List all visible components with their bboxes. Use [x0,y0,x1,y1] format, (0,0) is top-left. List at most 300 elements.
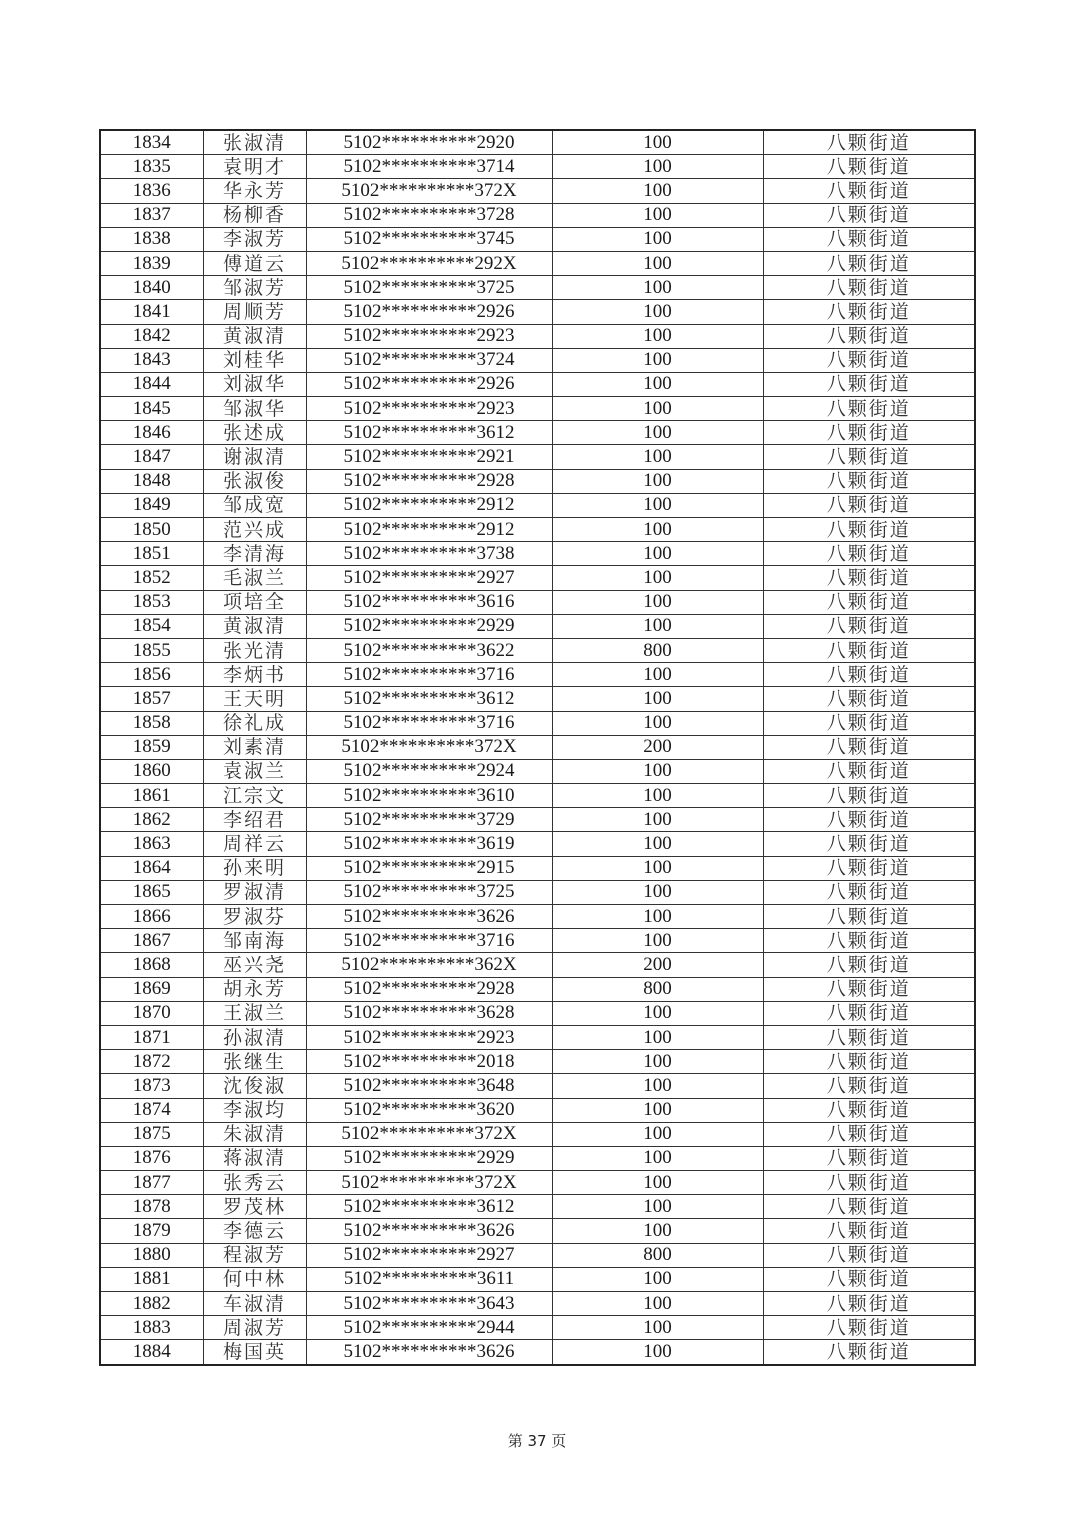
id-number-cell: 5102**********2923 [306,397,552,421]
id-number-cell: 5102**********3728 [306,203,552,227]
amount-cell: 100 [552,1267,763,1291]
name-cell: 周祥云 [203,832,306,856]
amount-cell: 100 [552,905,763,929]
id-number-cell: 5102**********2920 [306,130,552,155]
table-row [100,179,975,203]
serial-number-cell: 1860 [100,759,203,783]
street-cell: 八颗街道 [763,614,975,638]
table-row [100,566,975,590]
street-cell: 八颗街道 [763,759,975,783]
amount-cell: 100 [552,276,763,300]
name-cell: 邹南海 [203,929,306,953]
name-cell: 张秀云 [203,1171,306,1195]
id-number-cell: 5102**********2944 [306,1316,552,1340]
serial-number-cell: 1843 [100,348,203,372]
id-number-cell: 5102**********3725 [306,880,552,904]
serial-number-cell: 1866 [100,905,203,929]
serial-number-cell: 1867 [100,929,203,953]
street-cell: 八颗街道 [763,1122,975,1146]
serial-number-cell: 1862 [100,808,203,832]
street-cell: 八颗街道 [763,324,975,348]
street-cell: 八颗街道 [763,784,975,808]
serial-number-cell: 1876 [100,1146,203,1170]
street-cell: 八颗街道 [763,542,975,566]
table-row [100,977,975,1001]
amount-cell: 100 [552,1098,763,1122]
serial-number-cell: 1878 [100,1195,203,1219]
name-cell: 杨柳香 [203,203,306,227]
amount-cell: 100 [552,711,763,735]
amount-cell: 200 [552,735,763,759]
table-row [100,808,975,832]
name-cell: 袁淑兰 [203,759,306,783]
amount-cell: 800 [552,977,763,1001]
table-row [100,397,975,421]
table-row [100,421,975,445]
table-row [100,324,975,348]
name-cell: 张淑清 [203,130,306,155]
street-cell: 八颗街道 [763,1050,975,1074]
name-cell: 张继生 [203,1050,306,1074]
table-row [100,711,975,735]
name-cell: 傅道云 [203,251,306,275]
table-row [100,663,975,687]
table-row [100,1292,975,1316]
id-number-cell: 5102**********3611 [306,1267,552,1291]
serial-number-cell: 1851 [100,542,203,566]
id-number-cell: 5102**********3745 [306,227,552,251]
id-number-cell: 5102**********2923 [306,324,552,348]
amount-cell: 800 [552,638,763,662]
table-row [100,372,975,396]
table-row [100,1146,975,1170]
serial-number-cell: 1880 [100,1243,203,1267]
amount-cell: 100 [552,929,763,953]
serial-number-cell: 1870 [100,1001,203,1025]
amount-cell: 100 [552,1292,763,1316]
amount-cell: 100 [552,518,763,542]
amount-cell: 100 [552,542,763,566]
name-cell: 孙来明 [203,856,306,880]
street-cell: 八颗街道 [763,276,975,300]
table-row [100,300,975,324]
street-cell: 八颗街道 [763,348,975,372]
name-cell: 徐礼成 [203,711,306,735]
id-number-cell: 5102**********3612 [306,1195,552,1219]
roster-table-body [100,130,975,1365]
amount-cell: 100 [552,324,763,348]
name-cell: 张淑俊 [203,469,306,493]
id-number-cell: 5102**********3628 [306,1001,552,1025]
serial-number-cell: 1877 [100,1171,203,1195]
id-number-cell: 5102**********2921 [306,445,552,469]
id-number-cell: 5102**********3716 [306,711,552,735]
amount-cell: 800 [552,1243,763,1267]
street-cell: 八颗街道 [763,1098,975,1122]
name-cell: 罗淑清 [203,880,306,904]
serial-number-cell: 1871 [100,1025,203,1049]
amount-cell: 100 [552,1025,763,1049]
name-cell: 毛淑兰 [203,566,306,590]
street-cell: 八颗街道 [763,663,975,687]
amount-cell: 100 [552,203,763,227]
table-row [100,1195,975,1219]
street-cell: 八颗街道 [763,1267,975,1291]
id-number-cell: 5102**********2926 [306,300,552,324]
amount-cell: 100 [552,1050,763,1074]
table-row [100,155,975,179]
amount-cell: 100 [552,130,763,155]
table-row [100,735,975,759]
street-cell: 八颗街道 [763,1171,975,1195]
street-cell: 八颗街道 [763,808,975,832]
name-cell: 李德云 [203,1219,306,1243]
table-row [100,784,975,808]
street-cell: 八颗街道 [763,1146,975,1170]
name-cell: 沈俊淑 [203,1074,306,1098]
street-cell: 八颗街道 [763,397,975,421]
amount-cell: 100 [552,1074,763,1098]
table-row [100,1267,975,1291]
serial-number-cell: 1874 [100,1098,203,1122]
page-number: 第 37 页 [507,1432,567,1450]
id-number-cell: 5102**********3619 [306,832,552,856]
name-cell: 周淑芳 [203,1316,306,1340]
name-cell: 李淑均 [203,1098,306,1122]
amount-cell: 100 [552,1171,763,1195]
id-number-cell: 5102**********2929 [306,614,552,638]
serial-number-cell: 1857 [100,687,203,711]
table-row [100,638,975,662]
street-cell: 八颗街道 [763,518,975,542]
name-cell: 刘桂华 [203,348,306,372]
amount-cell: 100 [552,397,763,421]
street-cell: 八颗街道 [763,445,975,469]
street-cell: 八颗街道 [763,977,975,1001]
serial-number-cell: 1840 [100,276,203,300]
serial-number-cell: 1837 [100,203,203,227]
serial-number-cell: 1848 [100,469,203,493]
name-cell: 张光清 [203,638,306,662]
table-row [100,203,975,227]
name-cell: 李淑芳 [203,227,306,251]
amount-cell: 100 [552,880,763,904]
street-cell: 八颗街道 [763,687,975,711]
table-row [100,1219,975,1243]
name-cell: 蒋淑清 [203,1146,306,1170]
name-cell: 范兴成 [203,518,306,542]
table-row [100,1316,975,1340]
serial-number-cell: 1834 [100,130,203,155]
serial-number-cell: 1835 [100,155,203,179]
amount-cell: 100 [552,832,763,856]
amount-cell: 100 [552,1219,763,1243]
street-cell: 八颗街道 [763,638,975,662]
id-number-cell: 5102**********2928 [306,977,552,1001]
table-row [100,1074,975,1098]
amount-cell: 100 [552,590,763,614]
street-cell: 八颗街道 [763,1001,975,1025]
serial-number-cell: 1856 [100,663,203,687]
table-row [100,1001,975,1025]
serial-number-cell: 1855 [100,638,203,662]
table-row [100,1171,975,1195]
serial-number-cell: 1845 [100,397,203,421]
amount-cell: 100 [552,348,763,372]
street-cell: 八颗街道 [763,905,975,929]
name-cell: 朱淑清 [203,1122,306,1146]
name-cell: 项培全 [203,590,306,614]
amount-cell: 100 [552,469,763,493]
street-cell: 八颗街道 [763,1316,975,1340]
street-cell: 八颗街道 [763,469,975,493]
serial-number-cell: 1873 [100,1074,203,1098]
amount-cell: 100 [552,227,763,251]
amount-cell: 100 [552,421,763,445]
amount-cell: 100 [552,856,763,880]
table-row [100,1025,975,1049]
street-cell: 八颗街道 [763,832,975,856]
name-cell: 李绍君 [203,808,306,832]
street-cell: 八颗街道 [763,1340,975,1365]
name-cell: 张述成 [203,421,306,445]
street-cell: 八颗街道 [763,711,975,735]
table-row [100,929,975,953]
id-number-cell: 5102**********362X [306,953,552,977]
id-number-cell: 5102**********2912 [306,493,552,517]
serial-number-cell: 1869 [100,977,203,1001]
amount-cell: 100 [552,1122,763,1146]
amount-cell: 100 [552,493,763,517]
serial-number-cell: 1838 [100,227,203,251]
id-number-cell: 5102**********2926 [306,372,552,396]
serial-number-cell: 1846 [100,421,203,445]
table-row [100,880,975,904]
roster-table [99,129,976,1366]
id-number-cell: 5102**********2928 [306,469,552,493]
serial-number-cell: 1875 [100,1122,203,1146]
name-cell: 刘淑华 [203,372,306,396]
name-cell: 刘素清 [203,735,306,759]
name-cell: 罗淑芬 [203,905,306,929]
id-number-cell: 5102**********3612 [306,421,552,445]
id-number-cell: 5102**********2923 [306,1025,552,1049]
table-row [100,759,975,783]
street-cell: 八颗街道 [763,953,975,977]
street-cell: 八颗街道 [763,1025,975,1049]
name-cell: 孙淑清 [203,1025,306,1049]
id-number-cell: 5102**********3622 [306,638,552,662]
amount-cell: 100 [552,663,763,687]
serial-number-cell: 1863 [100,832,203,856]
id-number-cell: 5102**********3610 [306,784,552,808]
street-cell: 八颗街道 [763,735,975,759]
street-cell: 八颗街道 [763,155,975,179]
street-cell: 八颗街道 [763,227,975,251]
street-cell: 八颗街道 [763,372,975,396]
id-number-cell: 5102**********3714 [306,155,552,179]
name-cell: 胡永芳 [203,977,306,1001]
table-row [100,905,975,929]
id-number-cell: 5102**********2018 [306,1050,552,1074]
id-number-cell: 5102**********3724 [306,348,552,372]
serial-number-cell: 1865 [100,880,203,904]
amount-cell: 200 [552,953,763,977]
street-cell: 八颗街道 [763,251,975,275]
id-number-cell: 5102**********3725 [306,276,552,300]
table-row [100,614,975,638]
table-row [100,493,975,517]
amount-cell: 100 [552,1340,763,1365]
id-number-cell: 5102**********3716 [306,929,552,953]
amount-cell: 100 [552,1195,763,1219]
id-number-cell: 5102**********2927 [306,1243,552,1267]
id-number-cell: 5102**********2927 [306,566,552,590]
serial-number-cell: 1879 [100,1219,203,1243]
id-number-cell: 5102**********3738 [306,542,552,566]
serial-number-cell: 1883 [100,1316,203,1340]
table-row [100,687,975,711]
name-cell: 邹成宽 [203,493,306,517]
serial-number-cell: 1850 [100,518,203,542]
name-cell: 程淑芳 [203,1243,306,1267]
street-cell: 八颗街道 [763,590,975,614]
street-cell: 八颗街道 [763,300,975,324]
street-cell: 八颗街道 [763,1292,975,1316]
amount-cell: 100 [552,1146,763,1170]
amount-cell: 100 [552,1001,763,1025]
table-row [100,542,975,566]
id-number-cell: 5102**********372X [306,179,552,203]
street-cell: 八颗街道 [763,493,975,517]
id-number-cell: 5102**********292X [306,251,552,275]
table-row [100,130,975,155]
table-row [100,276,975,300]
street-cell: 八颗街道 [763,1074,975,1098]
street-cell: 八颗街道 [763,566,975,590]
table-row [100,1340,975,1365]
serial-number-cell: 1854 [100,614,203,638]
name-cell: 王淑兰 [203,1001,306,1025]
id-number-cell: 5102**********3626 [306,905,552,929]
name-cell: 李炳书 [203,663,306,687]
id-number-cell: 5102**********3729 [306,808,552,832]
amount-cell: 100 [552,1316,763,1340]
name-cell: 周顺芳 [203,300,306,324]
id-number-cell: 5102**********3620 [306,1098,552,1122]
amount-cell: 100 [552,614,763,638]
street-cell: 八颗街道 [763,1195,975,1219]
name-cell: 江宗文 [203,784,306,808]
serial-number-cell: 1864 [100,856,203,880]
id-number-cell: 5102**********2912 [306,518,552,542]
table-row [100,590,975,614]
amount-cell: 100 [552,784,763,808]
amount-cell: 100 [552,155,763,179]
street-cell: 八颗街道 [763,929,975,953]
id-number-cell: 5102**********2915 [306,856,552,880]
id-number-cell: 5102**********2924 [306,759,552,783]
serial-number-cell: 1852 [100,566,203,590]
street-cell: 八颗街道 [763,130,975,155]
table-row [100,1050,975,1074]
name-cell: 罗茂林 [203,1195,306,1219]
table-row [100,251,975,275]
serial-number-cell: 1844 [100,372,203,396]
table-row [100,1098,975,1122]
name-cell: 谢淑清 [203,445,306,469]
name-cell: 黄淑清 [203,614,306,638]
serial-number-cell: 1836 [100,179,203,203]
serial-number-cell: 1849 [100,493,203,517]
street-cell: 八颗街道 [763,880,975,904]
table-row [100,348,975,372]
id-number-cell: 5102**********3616 [306,590,552,614]
name-cell: 华永芳 [203,179,306,203]
id-number-cell: 5102**********2929 [306,1146,552,1170]
serial-number-cell: 1868 [100,953,203,977]
name-cell: 车淑清 [203,1292,306,1316]
serial-number-cell: 1839 [100,251,203,275]
serial-number-cell: 1853 [100,590,203,614]
serial-number-cell: 1859 [100,735,203,759]
id-number-cell: 5102**********3643 [306,1292,552,1316]
amount-cell: 100 [552,759,763,783]
street-cell: 八颗街道 [763,203,975,227]
serial-number-cell: 1881 [100,1267,203,1291]
serial-number-cell: 1884 [100,1340,203,1365]
table-row [100,469,975,493]
amount-cell: 100 [552,179,763,203]
name-cell: 李清海 [203,542,306,566]
serial-number-cell: 1858 [100,711,203,735]
table-row [100,518,975,542]
name-cell: 王天明 [203,687,306,711]
table-row [100,1243,975,1267]
street-cell: 八颗街道 [763,179,975,203]
id-number-cell: 5102**********372X [306,735,552,759]
amount-cell: 100 [552,372,763,396]
amount-cell: 100 [552,251,763,275]
amount-cell: 100 [552,300,763,324]
street-cell: 八颗街道 [763,1219,975,1243]
id-number-cell: 5102**********3612 [306,687,552,711]
table-row [100,832,975,856]
amount-cell: 100 [552,687,763,711]
serial-number-cell: 1882 [100,1292,203,1316]
table-row [100,953,975,977]
name-cell: 邹淑华 [203,397,306,421]
serial-number-cell: 1841 [100,300,203,324]
name-cell: 梅国英 [203,1340,306,1365]
serial-number-cell: 1847 [100,445,203,469]
amount-cell: 100 [552,808,763,832]
serial-number-cell: 1872 [100,1050,203,1074]
street-cell: 八颗街道 [763,856,975,880]
table-row [100,856,975,880]
table-row [100,1122,975,1146]
name-cell: 袁明才 [203,155,306,179]
name-cell: 邹淑芳 [203,276,306,300]
id-number-cell: 5102**********372X [306,1122,552,1146]
name-cell: 何中林 [203,1267,306,1291]
street-cell: 八颗街道 [763,421,975,445]
id-number-cell: 5102**********3626 [306,1340,552,1365]
id-number-cell: 5102**********3626 [306,1219,552,1243]
id-number-cell: 5102**********372X [306,1171,552,1195]
name-cell: 黄淑清 [203,324,306,348]
amount-cell: 100 [552,445,763,469]
